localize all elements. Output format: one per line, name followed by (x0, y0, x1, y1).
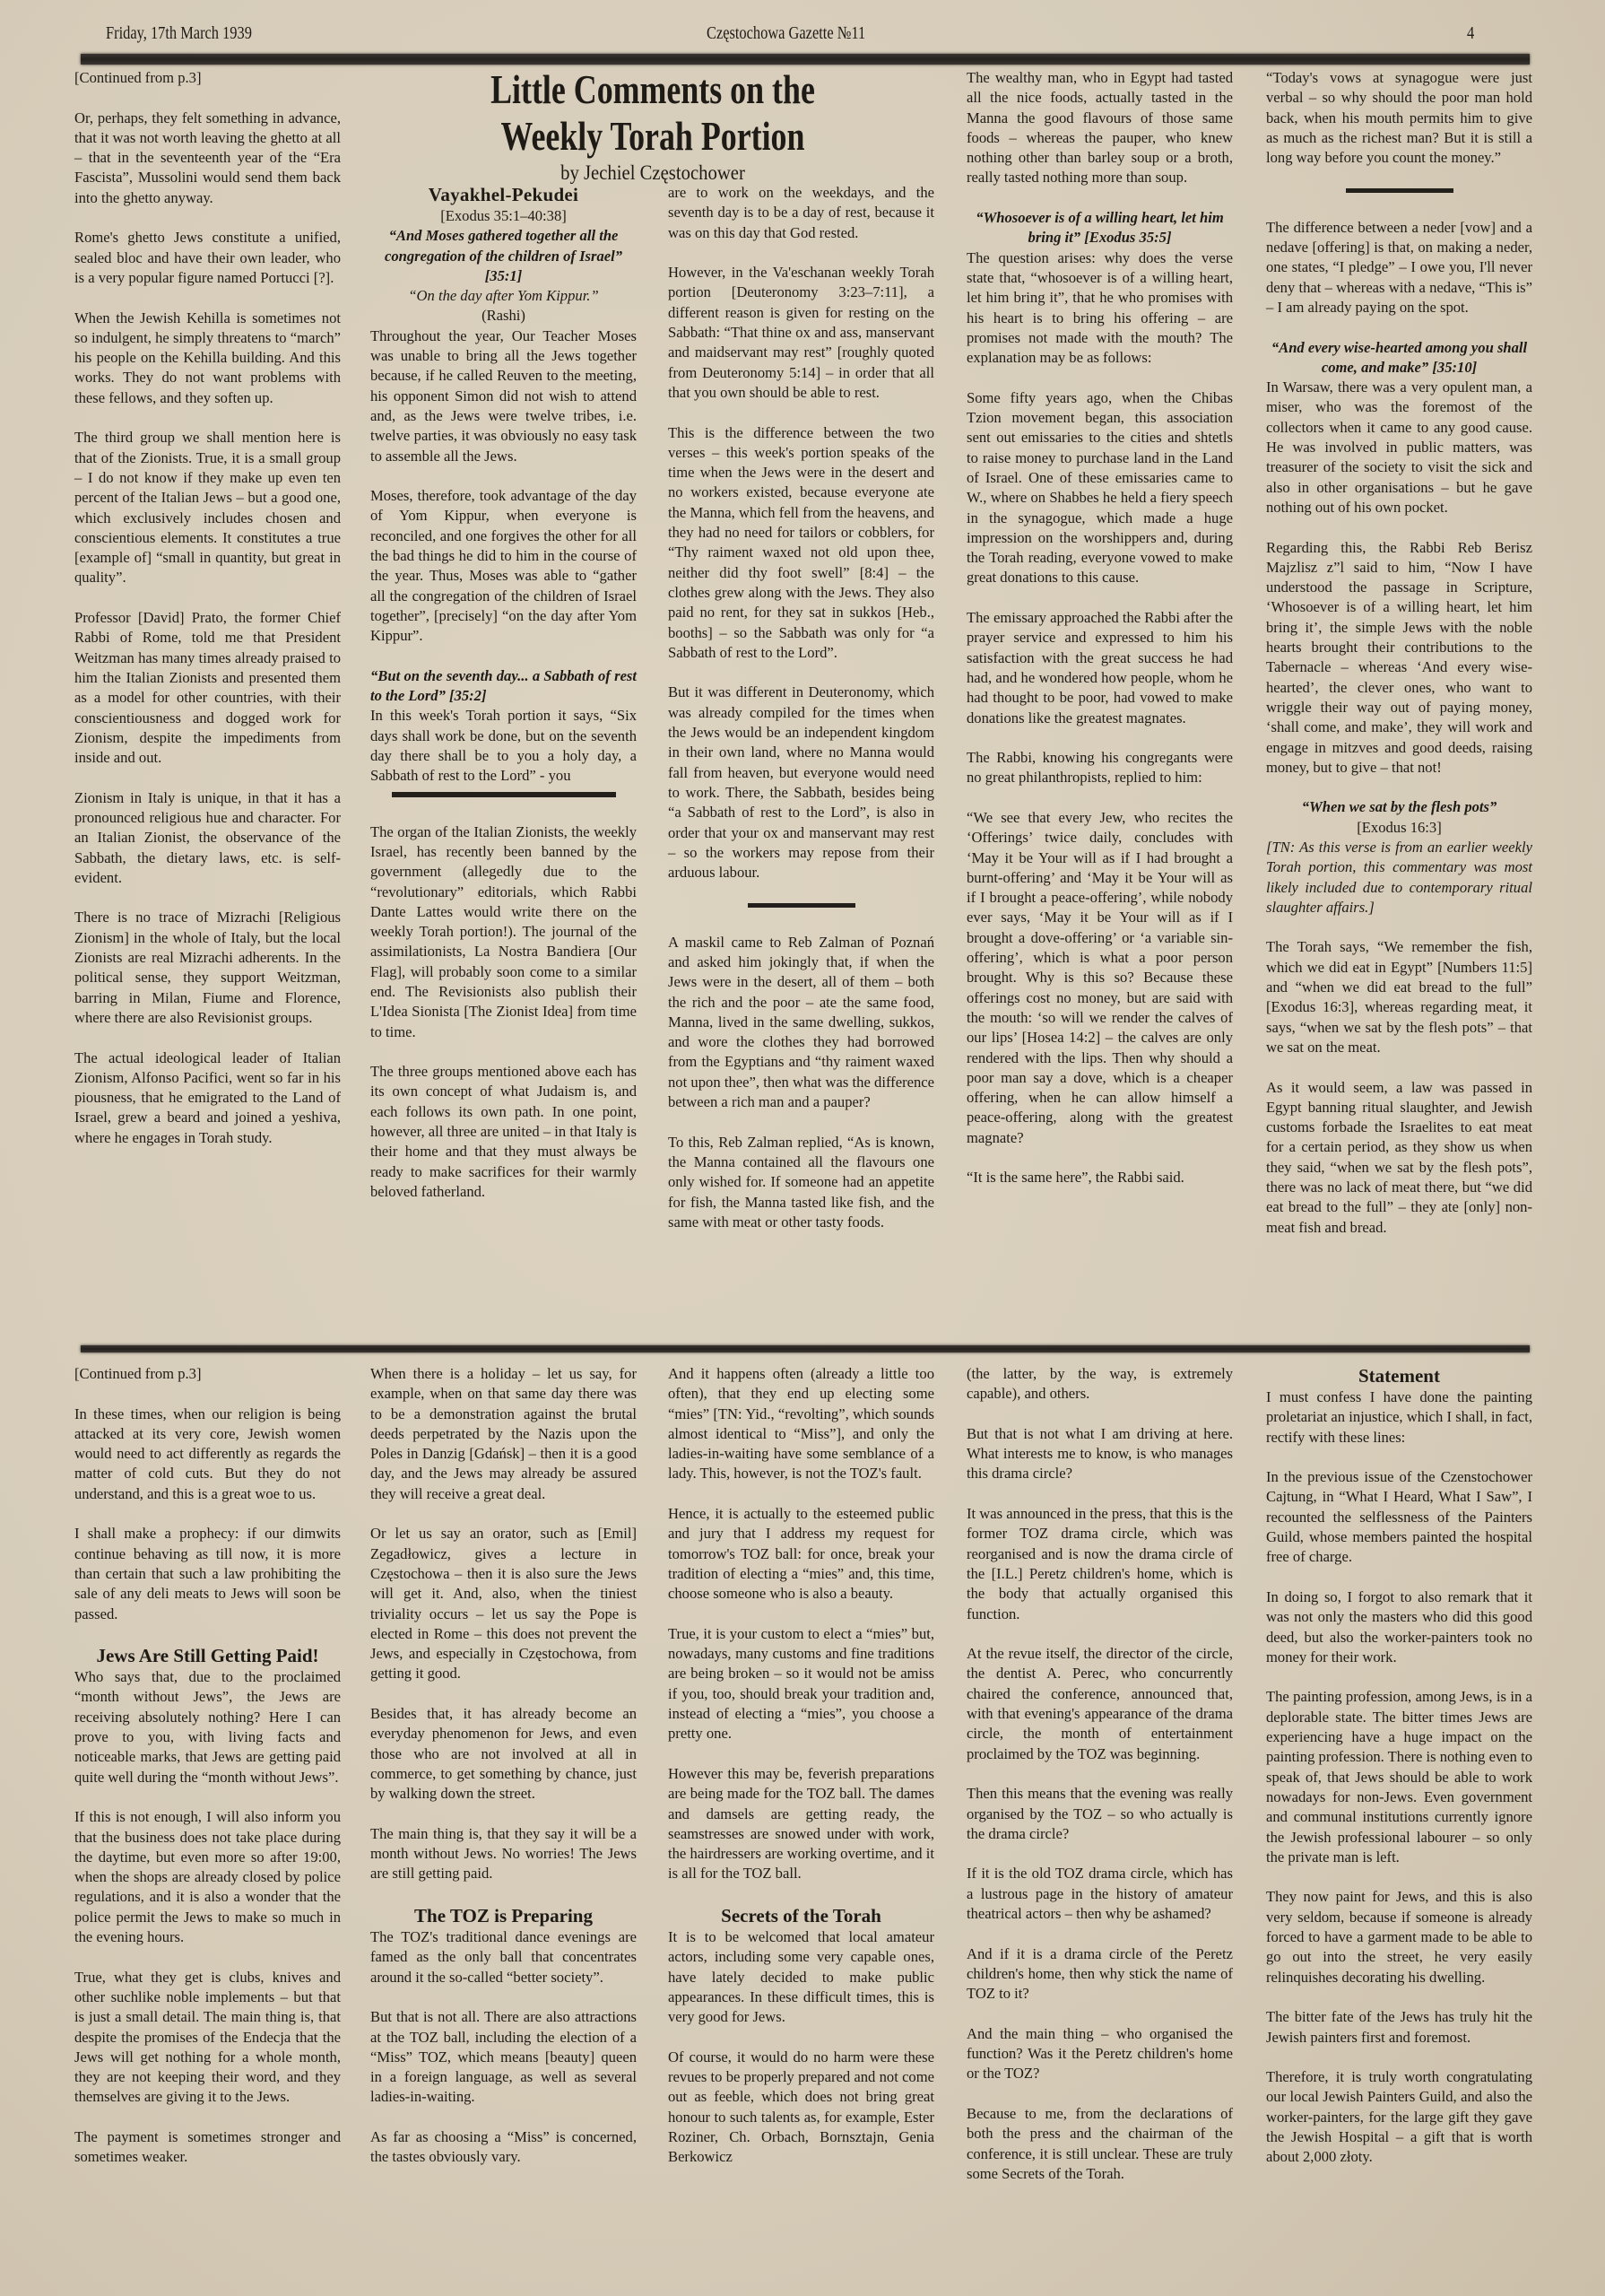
verse-heading: “When we sat by the flesh pots” (1301, 798, 1497, 816)
paragraph: The actual ideological leader of Italian Zionism, Alfonso Pacifici, went so far in his piousness, that he emigrated to the Land of Israel, grew a beard and joined a yeshiva, where he engages in Torah study. (74, 1048, 341, 1146)
paragraph: Zionism in Italy is unique, in that it has a pronounced religious hue and character. For an Italian Zionist, the observance of the Sabbath, the dietary laws, etc. is self-evident. (74, 788, 341, 886)
paragraph: But that is not all. There are also attractions at the TOZ ball, including the election of a “Miss” TOZ, which means [beauty] queen in a foreign language, as well as several ladies-in-waiting. (370, 2008, 637, 2106)
paragraph: It was announced in the press, that this is the former TOZ drama circle, which was reorganised and is now the drama circle of the [I.L.] Peretz children's home, which is the body that actually organised this function. (967, 1505, 1233, 1622)
paragraph: But that is not what I am driving at here. What interests me to know, is who manages this drama circle? (967, 1424, 1233, 1483)
column-rule (748, 903, 855, 908)
paragraph: When there is a holiday – let us say, for example, when on that same day there was to be a demonstration against the brutal deeds perpetrated by the Nazis upon the Poles in Danzig [Gdańsk] – then it is a good day, and the Jews may already be assured they will receive a great deal. (370, 1365, 637, 1502)
section-heading: Secrets of the Torah (721, 1905, 881, 1927)
paragraph: Then this means that the evening was really organised by the TOZ – so who actually is the drama circle? (967, 1785, 1233, 1842)
paragraph: The painting profession, among Jews, is in a deplorable state. The bitter times Jews are experiencing have a huge impact on the painting profession. There is nothing even to speak of, that Jews should be able to work nowadays for non-Jews. Even government and communal institutions currently ignore the Jewish professional labourer – so only the private man is left. (1266, 1688, 1532, 1866)
issue-date-text: Friday, 17th March 1939 (106, 23, 252, 43)
page-number (1467, 23, 1476, 44)
paragraph: If this is not enough, I will also inform you that the business does not take place during the daytime, but even more so after 19:00, when the shops are already closed by police regulations, and it is also a wonder that the police permit the Jews to make so much in the evening hours. (74, 1808, 341, 1946)
page-number-text: 4 (1467, 23, 1475, 43)
paragraph: To this, Reb Zalman replied, “As is known, the Manna contained all the flavours one only wished for. If someone had an appetite for fish, the Manna tasted like fish, and the same with meat or other tasty foods. (668, 1133, 934, 1231)
paragraph: Therefore, it is truly worth congratulating our local Jewish Painters Guild, and also the worker-painters, for the large gift they gave the Jewish Hospital – a gift that is worth about 2,000 złoty. (1266, 2068, 1532, 2166)
paragraph: Because to me, from the declarations of both the press and the chairman of the conference, it is still unclear. These are truly some Secrets of the Torah. (967, 2104, 1233, 2182)
paragraph: The bitter fate of the Jews has truly hit the Jewish painters first and foremost. (1266, 2008, 1532, 2046)
paragraph: Throughout the year, Our Teacher Moses was unable to bring all the Jews together because, if he called Reuven to the meeting, his opponent Simon did not wish to attend and, as the Jews were twelve tribes, i.e. twelve parties, it was obviously no easy task to assemble all the Jews. (370, 326, 637, 465)
translator-note: [TN: As this verse is from an earlier weekly Torah portion, this commentary was most likely included due to contemporary ritual slaughter affairs.] (1266, 838, 1532, 916)
paragraph: However, in the Va'eschanan weekly Torah portion [Deuteronomy 3:23–7:11], a different reason is given for resting on the Sabbath: “That thine ox and ass, manservant and maidservant may rest” [roughly quoted from Deuteronomy 5:14] – in order that all that you own should be able to rest. (668, 264, 934, 401)
paragraph: The Torah says, “We remember the fish, which we did eat in Egypt” [Numbers 11:5] and “when we did eat bread to the full” [Exodus 16:3], whereas regarding meat, it says, “when we sat by the flesh pots” – that we sat on the meat. (1266, 938, 1532, 1056)
paragraph: Some fifty years ago, when the Chibas Tzion movement began, this association sent out emissaries to the cities and shtetls to raise money to purchase land in the Land of Israel. One of these emissaries came to W., where on Shabbes he held a fiery speech in the synagogue, which made a huge impression on the worshippers and, during the Torah reading, everyone vowed to make great donations to this cause. (967, 388, 1233, 587)
paragraph: When the Jewish Kehilla is sometimes not so indulgent, he simply threatens to “march” his people on the Kehilla building. And this works. They do not want problems with these fellows, and they soften up. (74, 309, 341, 406)
reference: [Exodus 16:3] (1357, 818, 1442, 836)
paragraph: (the latter, by the way, is extremely capable), and others. (967, 1365, 1233, 1403)
top-columns-4 (967, 68, 1233, 1208)
paragraph: Rome's ghetto Jews constitute a unified, sealed bloc and have their own leader, who is a very popular figure named Portucci [?]. (74, 229, 341, 286)
paragraph: And if it is a drama circle of the Peretz children's home, then why stick the name of TOZ to it? (967, 1944, 1233, 2003)
verse-heading: “Whosoever is of a willing heart, let him bring it” [Exodus 35:5] (976, 209, 1224, 247)
paragraph: In the previous issue of the Czenstochower Cajtung, in “What I Heard, What I Saw”, I recounted the selflessness of the Painters Guild, whose members painted the hospital free of charge. (1266, 1468, 1532, 1566)
paragraph: There is no trace of Mizrachi [Religious Zionism] in the whole of Italy, but the local Zionists are real Mizrachi adherents. In the political sense, they support Weitzman, barring in Milan, Fiume and Florence, where there are also Revisionist groups. (74, 909, 341, 1026)
paragraph: They now paint for Jews, and this is also very seldom, because if someone is already forced to have a garment made to be able to go out into the street, he very easily relinquishes decorating his dwelling. (1266, 1888, 1532, 1986)
section-divider (81, 1345, 1530, 1352)
bottom-columns-1 (74, 1364, 341, 2187)
article-byline: by Jechiel Częstochower (560, 161, 745, 184)
paragraph: [Continued from p.3] (74, 69, 202, 86)
paragraph: The wealthy man, who in Egypt had tasted all the nice foods, actually tasted in the Manna the good flavours of those same foods – whereas the pauper, who knew nothing other than barley soup or a broth, really tasted nothing more than soup. (967, 69, 1233, 187)
column-rule (392, 792, 616, 797)
paragraph: If it is the old TOZ drama circle, which has a lustrous page in the history of amateur theatrical actors – then why be ashamed? (967, 1865, 1233, 1923)
section-heading: The TOZ is Preparing (414, 1905, 593, 1927)
bottom-columns-3 (668, 1364, 934, 2187)
paragraph: And the main thing – who organised the function? Was it the Peretz children's home or the TOZ? (967, 2024, 1233, 2083)
paragraph: The TOZ's traditional dance evenings are famed as the only ball that concentrates around it the so-called “better society”. (370, 1928, 637, 1986)
reference: [Exodus 35:1–40:38] (440, 207, 567, 224)
verse-heading: “And Moses gathered together all the congregation of the children of Israel” [35:1] (384, 227, 623, 284)
top-columns-3 (668, 183, 934, 1252)
paragraph: At the revue itself, the director of the circle, the dentist A. Perec, who concurrently chaired the conference, announced that, with that evening's appearance of the drama circle, the month of entertainment proclaimed by the TOZ was beginning. (967, 1645, 1233, 1762)
paragraph: Or let us say an orator, such as [Emil] Zegadłowicz, gives a lecture in Częstochowa – then it is also sure the Jews will get it. And, also, when the tiniest triviality occurs – let us say the Pope is elected in Rome – this does not prevent the Jews, and especially in Częstochowa, from getting it good. (370, 1525, 637, 1683)
paragraph: In this week's Torah portion it says, “Six days shall work be done, but on the seventh day there shall be to you a holy day, a Sabbath of rest to the Lord” - you (370, 707, 637, 785)
top-columns-5 (1266, 68, 1532, 1257)
paragraph: This is the difference between the two verses – this week's portion speaks of the time when the Jews were in the desert and no workers existed, because everyone ate the Manna, which fell from the heavens, and they had no need for tailors or cobblers, for “Thy raiment waxed not old upon thee, neither did thy foot swell” [8:4] – the clothes grew along with the Jews. They also paid no rent, for they sat in sukkos [Heb., booths] – so the Sabbath was only for “a Sabbath of rest to the Lord”. (668, 423, 934, 661)
bottom-columns-4 (967, 1364, 1233, 2204)
top-columns-2 (370, 183, 637, 1222)
paragraph: The emissary approached the Rabbi after the prayer service and expressed to him his satisfaction with the great success he had had, and he wondered how people, whom he had thought to be poor, had vowed to make donations like the greatest magnates. (967, 609, 1233, 726)
paragraph: True, what they get is clubs, knives and other suchlike noble implements – but that is just a small detail. The main thing is, that despite the promises of the Endecja that the Jews will get nothing for a whole month, they are not keeping their word, and they themselves are giving it to the Jews. (74, 1968, 341, 2106)
paragraph: The Rabbi, knowing his congregants were no great philanthropists, replied to him: (967, 749, 1233, 787)
paragraph: Besides that, it has already become an everyday phenomenon for Jews, and even those who are not involved at all in commerce, to get something by chance, just by walking down the street. (370, 1705, 637, 1803)
paragraph: I shall make a prophecy: if our dimwits continue behaving as till now, it is more than certain that such a law prohibiting the sale of any deli meats to Jews will soon be passed. (74, 1525, 341, 1622)
paper-name-text: Częstochowa Gazette №11 (707, 23, 866, 43)
bottom-columns-5 (1266, 1364, 1532, 2187)
paragraph: True, it is your custom to elect a “mies” but, nowadays, many customs and fine traditions are being broken – so it would not be amiss if you, too, should break your tradition and, instead of electing a “mies”, you choose a pretty one. (668, 1624, 934, 1743)
paragraph: The payment is sometimes stronger and sometimes weaker. (74, 2127, 341, 2166)
verse-heading: “But on the seventh day... a Sabbath of rest to the Lord” [35:2] (370, 666, 637, 705)
paragraph: As far as choosing a “Miss” is concerned, the tastes obviously vary. (370, 2127, 637, 2166)
section-heading: Jews Are Still Getting Paid! (96, 1645, 319, 1667)
paragraph: “It is the same here”, the Rabbi said. (967, 1169, 1184, 1187)
paragraph: A maskil came to Reb Zalman of Poznań and asked him jokingly that, if when the Jews were in the desert, all of them – both the rich and the poor – ate the same food, Manna, lived in the same dwelling, sukkos, and wore the clothes they had borrowed from the Egyptians and “thy raiment waxed not upon thee”, then what was the difference between a rich man and a pauper? (668, 933, 934, 1111)
paragraph: The difference between a neder [vow] and a nedave [offering] is that, on making a neder, one states, “I pledge” – I owe you, I'll never deny that – whereas with a nedave, “This is” – I am already paying on the spot. (1266, 218, 1532, 316)
paragraph: “We see that every Jew, who recites the ‘Offerings’ twice daily, concludes with ‘May it be Your will as if I had brought a burnt-offering’ and ‘May it be Your will as if I brought a peace-offering’, while nobody ever says, ‘May it be Your will as if I brought a dove-offering’ or ‘a variable sin-offering’, which is what a poor person brought. Why is this so? Because these offerings cost no money, but are said with the mouth: ‘so will we render the calves of our lips’ [Hosea 14:2] – the calves are only rendered with the lips. Then why should a poor man say a dove, which is a cheaper offering, when he can allow himself a peace-offering, along with the greatest magnate? (967, 808, 1233, 1146)
paragraph: are to work on the weekdays, and the seventh day is to be a day of rest, because it was on this day that God rested. (668, 184, 934, 241)
paragraph: The third group we shall mention here is that of the Zionists. True, it is a small group – I do not know if they make up even ten percent of the Italian Jews – but a good one, which exclusively includes chosen and conscientious elements. It constitutes a true [example of] “small in quantity, but great in quality”. (74, 429, 341, 587)
column-rule (1346, 188, 1453, 193)
paragraph: It is to be welcomed that local amateur actors, including some very capable ones, have lately decided to make public appearances. In these difficult times, this is very good for Jews. (668, 1928, 934, 2026)
article-title-line1: Little Comments on the (490, 66, 815, 112)
paragraph: However this may be, feverish preparations are being made for the TOZ ball. The dames and damsels are getting ready, the seamstresses are snowed under with work, the hairdressers are working overtime, and it is all for the TOZ ball. (668, 1764, 934, 1883)
paragraph: Or, perhaps, they felt something in advance, that it was not worth leaving the ghetto at all – that in the seventeenth year of the “Era Fascista”, Mussolini would send them back into the ghetto anyway. (74, 109, 341, 206)
reference: (Rashi) (482, 307, 525, 325)
paragraph: The question arises: why does the verse state that, “whosoever is of a willing heart, let him bring it”, that he who promises with his heart is to bring his offering – are promises not made with the mouth? The explanation may be as follows: (967, 248, 1233, 367)
paragraph: Moses, therefore, took advantage of the day of Yom Kippur, when everyone is reconciled, and one forgives the other for all the bad things he did to him in the course of the year. Thus, Moses was able to “gather all the congregation of the children of Israel together”, [precisely] “on the day after Yom Kippur”. (370, 487, 637, 645)
paragraph: In these times, when our religion is being attacked at its very core, Jewish women would need to act differently as regards the matter of cold cuts. But they do not understand, and this is a great woe to us. (74, 1405, 341, 1502)
paragraph: But it was different in Deuteronomy, which was already compiled for the times when the Jews would be an independent kingdom in their own land, where no Manna would fall from heaven, but everyone would need to work. There, the Sabbath, besides being “a Sabbath of rest to the Lord”, is also in order that your ox and manservant may rest – so the workers may repose from their arduous labour. (668, 683, 934, 882)
paragraph: Hence, it is actually to the esteemed public and jury that I address my request for tomorrow's TOZ ball: for once, break your tradition of electing a “mies” and, this time, choose someone who is also a beauty. (668, 1505, 934, 1603)
quote-line: “On the day after Yom Kippur.” (408, 287, 599, 305)
paragraph: Regarding this, the Rabbi Reb Berisz Majzlisz z”l said to him, “Now I have understood the passage in Scripture, ‘Whosoever is of a willing heart, let him bring it’, the simple Jews with the noble hearts brought their contributions to the Tabernacle – whereas ‘And every wise-hearted’, the clever ones, who want to wriggle their way out of paying money, ‘shall come, and make’, they will work and engage in mitzves and good deeds, raising money, but to give – that not! (1266, 538, 1532, 776)
paragraph: The three groups mentioned above each has its own concept of what Judaism is, and each follows its own path. In one point, however, all three are united – in that Italy is their home and that they must always be ready to make sacrifices for their warmly beloved fatherland. (370, 1063, 637, 1200)
paragraph: In Warsaw, there was a very opulent man, a miser, who was the foremost of the collectors when it came to any good cause. He was involved in public matters, was treasurer of the society to visit the sick and also in other organisations – but he gave nothing out of his own pocket. (1266, 378, 1532, 516)
paragraph: [Continued from p.3] (74, 1365, 202, 1382)
paragraph: And it happens often (already a little too often), that they end up electing some “mies” [TN: Yid., “revolting”, which sounds almost identical to “Miss”], and only the ladies-in-waiting have some semblance of a lady. This, however, is not the TOZ's fault. (668, 1365, 934, 1483)
paragraph: I must confess I have done the painting proletariat an injustice, which I shall, in fact, rectify with these lines: (1266, 1388, 1532, 1446)
section-heading: Statement (1358, 1365, 1440, 1387)
paragraph: Of course, it would do no harm were these revues to be properly prepared and not come out as feeble, which does not bring great honour to such talents as, for example, Ester Roziner, Ch. Orbach, Bornsztajn, Genia Berkowicz (668, 2048, 934, 2166)
paragraph: As it would seem, a law was passed in Egypt banning ritual slaughter, and Jewish customs forbade the Israelites to eat meat for a certain period, as they show us when they said, “when we sat by the flesh pots”, there was no lack of meat there, but “we did eat bread to the full” – they ate [only] non-meat fish and bread. (1266, 1078, 1532, 1236)
paragraph: The main thing is, that they say it will be a month without Jews. No worries! The Jews are still getting paid. (370, 1824, 637, 1883)
verse-heading: “And every wise-hearted among you shall come, and make” [35:10] (1271, 338, 1528, 376)
paragraph: “Today's vows at synagogue were just verbal – so why should the poor man hold back, when his mouth permits him to give as much as the richest man? But it is still a long way before you count the money.” (1266, 69, 1532, 167)
paragraph: In doing so, I forgot to also remark that it was not only the masters who did this good deed, but also the worker-painters took no money for their work. (1266, 1587, 1532, 1665)
paper-name (707, 23, 900, 44)
top-divider (81, 54, 1530, 65)
bottom-columns-2 (370, 1364, 637, 2187)
paragraph: Professor [David] Prato, the former Chief Rabbi of Rome, told me that President Weitzman has many times already praised to him the Italian Zionists and presented them as a model for other countries, with their conscientiousness and dogged work for Zionism, despite the impediments from inside and out. (74, 609, 341, 767)
top-columns-1 (74, 68, 341, 1168)
article-title-block (370, 66, 935, 185)
paragraph: Who says that, due to the proclaimed “month without Jews”, the Jews are receiving absolutely nothing? Here I can prove to you, with living facts and noticeable marks, that Jews are getting paid quite well during the “month without Jews”. (74, 1668, 341, 1786)
issue-date (106, 23, 284, 44)
section-heading: Vayakhel-Pekudei (428, 184, 579, 205)
paragraph: The organ of the Italian Zionists, the weekly Israel, has recently been banned by the government (allegedly due to the “revolutionary” editorials, which Rabbi Dante Lattes would write there on the weekly Torah portion!). The journal of the assimilationists, La Nostra Bandiera [Our Flag], will probably soon come to a similar end. The Revisionists also publish their L'Idea Sionista [The Zionist Idea] from time to time. (370, 822, 637, 1040)
article-title-line2: Weekly Torah Portion (500, 113, 805, 159)
